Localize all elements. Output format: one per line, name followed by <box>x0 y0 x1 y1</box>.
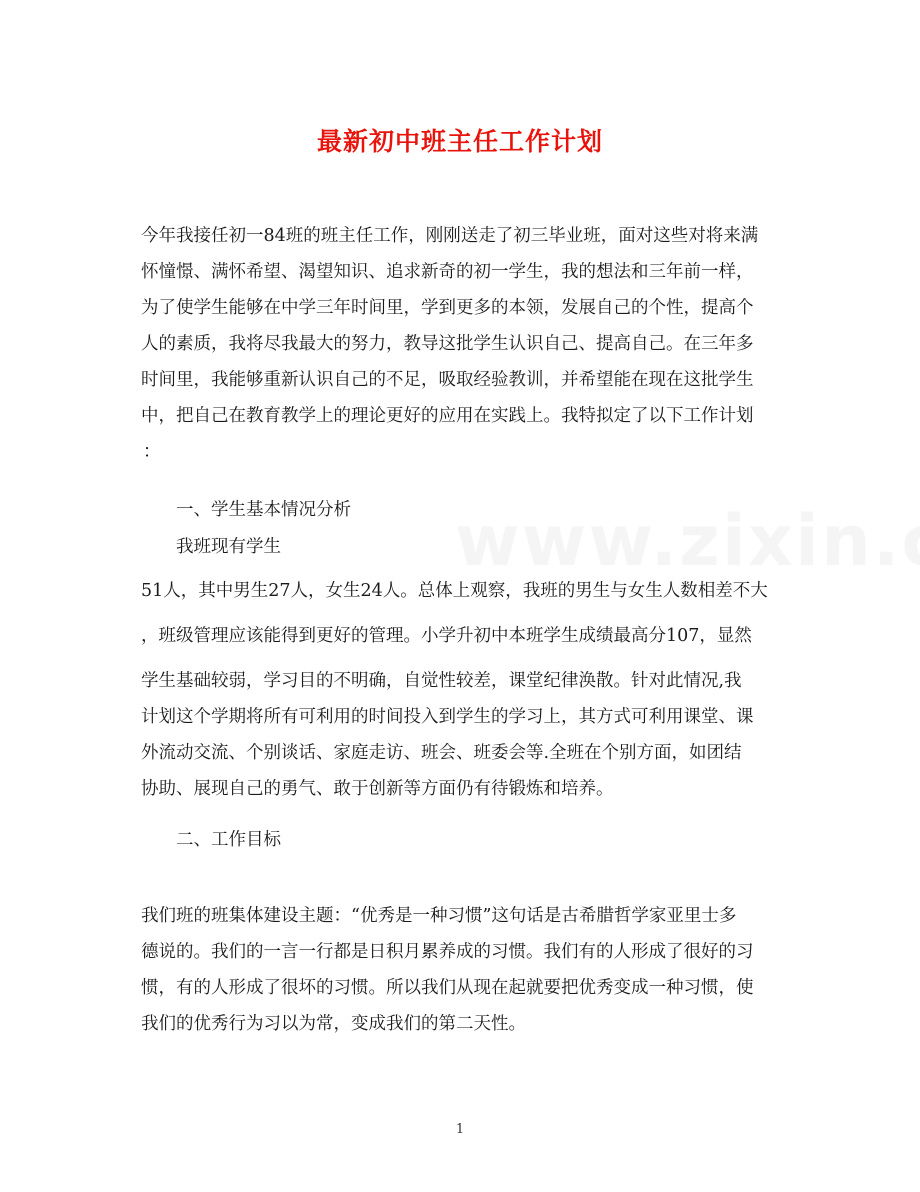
paragraph-line: 51人，其中男生27人，女生24人。总体上观察，我班的男生与女生人数相差不大 <box>141 581 768 601</box>
paragraph-line: 今年我接任初一84班的班主任工作，刚刚送走了初三毕业班，面对这些对将来满 <box>141 226 759 246</box>
paragraph-line: 为了使学生能够在中学三年时间里，学到更多的本领，发展自己的个性，提高个 <box>141 298 754 318</box>
paragraph-line: 中，把自己在教育教学上的理论更好的应用在实践上。我特拟定了以下工作计划 <box>141 406 754 426</box>
watermark <box>455 500 920 582</box>
paragraph-student-analysis <box>141 573 781 807</box>
paragraph-line: 我们班的班集体建设主题：“优秀是一种习惯”这句话是古希腊哲学家亚里士多 <box>141 906 737 926</box>
paragraph-line: ： <box>143 442 161 462</box>
paragraph-line: 计划这个学期将所有可利用的时间投入到学生的学习上，其方式可利用课堂、课 <box>141 707 754 727</box>
paragraph-line: 怀憧憬、满怀希望、渴望知识、追求新奇的初一学生，我的想法和三年前一样， <box>141 262 754 282</box>
line-gap <box>141 654 781 663</box>
paragraph-intro <box>141 218 781 470</box>
page-number: 1 <box>455 1122 465 1137</box>
paragraph-line: 惯，有的人形成了很坏的习惯。所以我们从现在起就要把优秀变成一种习惯，使 <box>141 978 754 998</box>
paragraph-line: 我们的优秀行为习以为常，变成我们的第二天性。 <box>141 1014 526 1034</box>
section-heading-1: 一、学生基本情况分析 <box>176 500 351 520</box>
paragraph-line: 学生基础较弱，学习目的不明确，自觉性较差，课堂纪律涣散。针对此情况,我 <box>141 671 742 691</box>
paragraph-work-goals <box>141 898 781 1042</box>
paragraph-line: 人的素质，我将尽我最大的努力，教导这批学生认识自己、提高自己。在三年多 <box>141 334 754 354</box>
paragraph-line: 德说的。我们的一言一行都是日积月累养成的习惯。我们有的人形成了很好的习 <box>141 942 754 962</box>
section-heading-2: 二、工作目标 <box>176 830 281 850</box>
paragraph-student-intro: 我班现有学生 <box>176 537 281 557</box>
document-title: 最新初中班主任工作计划 <box>316 127 603 156</box>
paragraph-line: 协助、展现自己的勇气、敢于创新等方面仍有待锻炼和培养。 <box>141 779 614 799</box>
paragraph-line: ，班级管理应该能得到更好的管理。小学升初中本班学生成绩最高分107，显然 <box>141 626 752 646</box>
paragraph-line: 外流动交流、个别谈话、家庭走访、班会、班委会等.全班在个别方面，如团结 <box>141 743 742 763</box>
paragraph-line: 时间里，我能够重新认识自己的不足，吸取经验教训，并希望能在现在这批学生 <box>141 370 754 390</box>
line-gap <box>141 609 781 618</box>
